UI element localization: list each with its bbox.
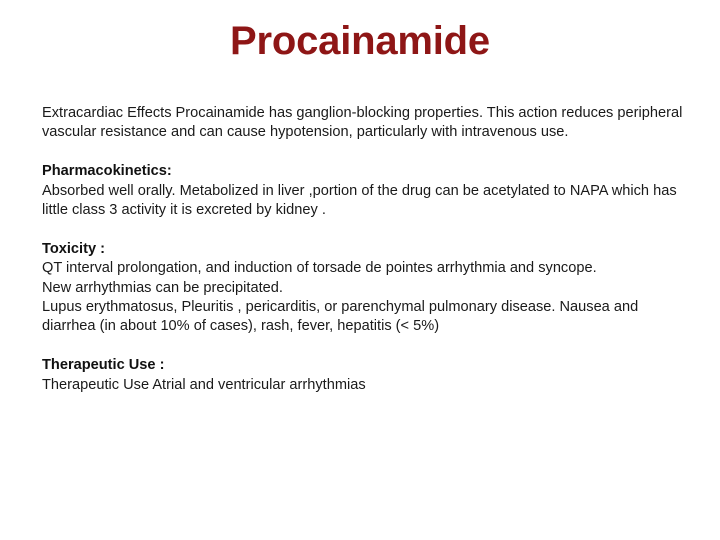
- section-heading: Therapeutic Use :: [42, 357, 165, 374]
- section-heading: Pharmacokinetics:: [42, 163, 172, 180]
- section-spacer: [42, 143, 684, 162]
- section-heading: Toxicity :: [42, 240, 105, 257]
- section-paragraph: QT interval prolongation, and induction of torsade de pointes arrhythmia and syncope.: [42, 260, 597, 277]
- section-paragraph: Therapeutic Use Atrial and ventricular arrhythmias: [42, 376, 366, 393]
- intro-paragraph: Extracardiac Effects Procainamide has ganglion-blocking properties. This action reduces peripheral vascular resistance and can cause hypotension, particularly with intravenous use.: [42, 105, 683, 141]
- section-paragraph: New arrhythmias can be precipitated.: [42, 279, 283, 296]
- section-therapeutic-use: [42, 356, 684, 395]
- page-title: Procainamide: [230, 19, 490, 63]
- section-pharmacokinetics: [42, 162, 684, 220]
- section-paragraph: Absorbed well orally. Metabolized in liver ,portion of the drug can be acetylated to NAPA which has little class 3 activity it is excreted by kidney .: [42, 182, 677, 219]
- section-spacer: [42, 220, 684, 239]
- slide-body: [42, 104, 684, 395]
- section-toxicity: [42, 240, 684, 337]
- section-spacer: [42, 337, 684, 356]
- section-paragraph: Lupus erythmatosus, Pleuritis , pericarditis, or parenchymal pulmonary disease. Nausea and diarrhea (in about 10% of cases), rash, fever, hepatitis (< 5%): [42, 299, 639, 335]
